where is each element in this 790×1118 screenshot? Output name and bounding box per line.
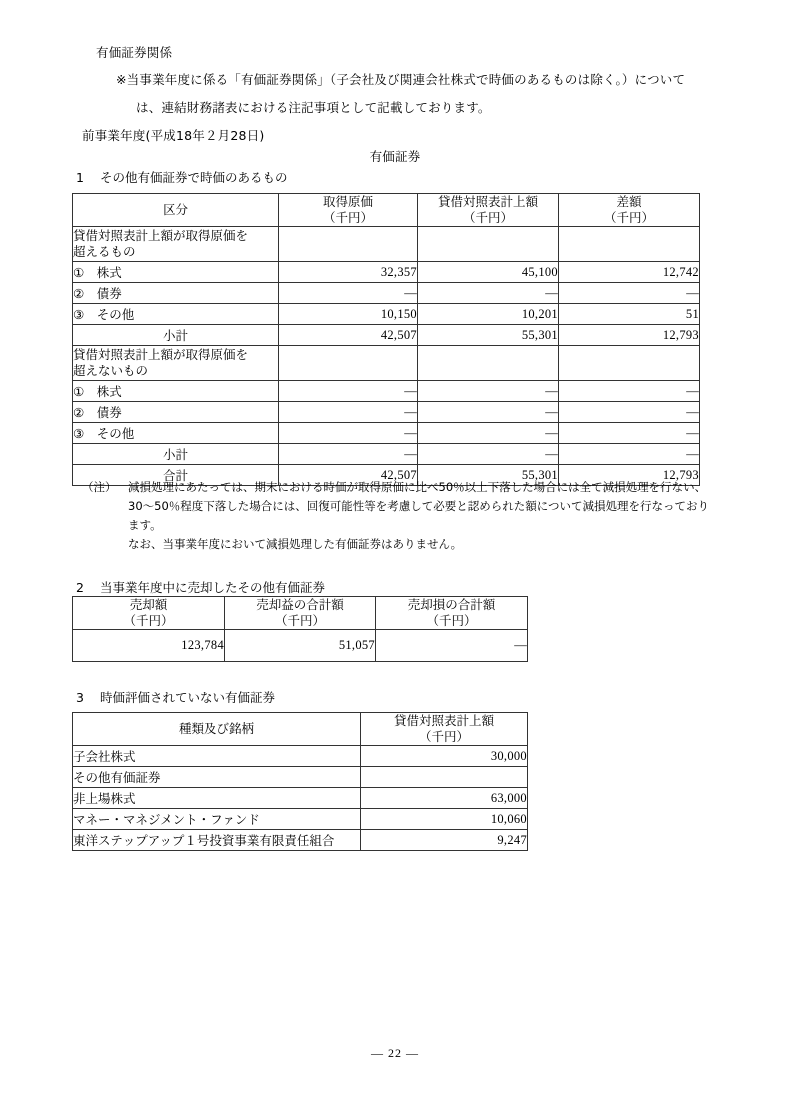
page-number: — 22 — <box>371 1046 419 1060</box>
column-header-category: 区分 <box>73 194 279 227</box>
subtotal-balance: 55,301 <box>418 325 559 346</box>
table-header-row <box>73 597 528 630</box>
table-row <box>73 346 700 381</box>
subtotal-cost: — <box>279 444 418 465</box>
intro-note-line-2: は、連結財務諸表における注記事項として記載しております。 <box>136 100 491 115</box>
section-3-title: 時価評価されていない有価証券 <box>100 690 276 705</box>
subtotal-cost: 42,507 <box>279 325 418 346</box>
table-row <box>73 227 700 262</box>
footnote-text: 減損処理にあたっては、期末における時価が取得原価に比べ50％以上下落した場合には全て減損処理を行ない、 <box>128 480 707 494</box>
cell-balance: 10,060 <box>361 809 528 830</box>
footnote-text: ます。 <box>128 518 162 532</box>
sold-securities-table <box>72 596 528 662</box>
section-1-number: 1 <box>76 170 84 185</box>
table-row <box>73 283 700 304</box>
cell-balance: 45,100 <box>418 262 559 283</box>
row-label: 非上場株式 <box>73 788 361 809</box>
footnote-line <box>82 497 722 516</box>
row-label: ② 債券 <box>73 283 279 304</box>
subtotal-row <box>73 444 700 465</box>
table-row <box>73 788 528 809</box>
subtotal-row <box>73 325 700 346</box>
cell-cost: 32,357 <box>279 262 418 283</box>
cell-difference: 12,742 <box>559 262 700 283</box>
cell-cost: — <box>279 402 418 423</box>
table-row <box>73 402 700 423</box>
intro-note-line-1: ※当事業年度に係る「有価証券関係」（子会社及び関連会社株式で時価のあるものは除く。）について <box>116 72 686 87</box>
subtotal-difference: — <box>559 444 700 465</box>
subtotal-label: 小計 <box>73 325 279 346</box>
cell-difference: — <box>559 381 700 402</box>
cell-difference: — <box>559 402 700 423</box>
group-1-label: 貸借対照表計上額が取得原価を 超えるもの <box>73 227 279 262</box>
cell-balance <box>361 767 528 788</box>
total-balance: 55,301 <box>418 465 559 486</box>
column-header-type-and-name: 種類及び銘柄 <box>73 713 361 746</box>
securities-title: 有価証券 <box>369 149 421 164</box>
row-label: ③ その他 <box>73 423 279 444</box>
cell-empty <box>279 346 418 381</box>
total-difference: 12,793 <box>559 465 700 486</box>
section-1-title: その他有価証券で時価のあるもの <box>100 170 288 185</box>
cell-cost: 10,150 <box>279 304 418 325</box>
cell-balance: — <box>418 423 559 444</box>
securities-table <box>72 193 700 486</box>
impairment-footnote <box>82 478 722 554</box>
cell-cost: — <box>279 283 418 304</box>
footnote-text: 30〜50％程度下落した場合には、回復可能性等を考慮して必要と認められた額について減損処理を行なっており <box>128 499 710 513</box>
column-header-difference: 差額 （千円） <box>559 194 700 227</box>
cell-balance: — <box>418 381 559 402</box>
table-header-row <box>73 194 700 227</box>
cell-difference: — <box>559 283 700 304</box>
row-label: ③ その他 <box>73 304 279 325</box>
table-row <box>73 304 700 325</box>
cell-empty <box>279 227 418 262</box>
cell-total-gain: 51,057 <box>225 630 376 662</box>
row-label: 東洋ステップアップ１号投資事業有限責任組合 <box>73 830 361 851</box>
fiscal-year-label: 前事業年度(平成18年２月28日) <box>82 128 265 143</box>
footnote-line <box>82 516 722 535</box>
column-header-total-loss: 売却損の合計額 （千円） <box>376 597 528 630</box>
cell-balance: 9,247 <box>361 830 528 851</box>
page-title: 有価証券関係 <box>96 45 173 60</box>
cell-cost: — <box>279 423 418 444</box>
table-row <box>73 423 700 444</box>
table-row <box>73 262 700 283</box>
table-header-row <box>73 713 528 746</box>
section-2-title: 当事業年度中に売却したその他有価証券 <box>100 580 326 595</box>
column-header-cost: 取得原価 （千円） <box>279 194 418 227</box>
total-cost: 42,507 <box>279 465 418 486</box>
footnote-line <box>82 478 722 497</box>
footnote-line <box>82 535 722 554</box>
cell-total-loss: — <box>376 630 528 662</box>
subtotal-label: 小計 <box>73 444 279 465</box>
no-market-value-table <box>72 712 528 851</box>
table-row <box>73 767 528 788</box>
cell-empty <box>559 346 700 381</box>
cell-balance: 63,000 <box>361 788 528 809</box>
cell-empty <box>418 346 559 381</box>
row-label: ① 株式 <box>73 262 279 283</box>
cell-empty <box>559 227 700 262</box>
section-3-number: 3 <box>76 690 84 705</box>
cell-balance: 10,201 <box>418 304 559 325</box>
subtotal-difference: 12,793 <box>559 325 700 346</box>
footnote-text: なお、当事業年度において減損処理した有価証券はありません。 <box>128 537 463 551</box>
section-2-number: 2 <box>76 580 84 595</box>
total-label: 合計 <box>73 465 279 486</box>
subtotal-balance: — <box>418 444 559 465</box>
table-row <box>73 630 528 662</box>
row-label: その他有価証券 <box>73 767 361 788</box>
row-label: 子会社株式 <box>73 746 361 767</box>
footnote-tag: （注） <box>82 480 117 494</box>
cell-balance: — <box>418 402 559 423</box>
table-row <box>73 381 700 402</box>
column-header-balance: 貸借対照表計上額 （千円） <box>361 713 528 746</box>
cell-sale-amount: 123,784 <box>73 630 225 662</box>
table-row <box>73 809 528 830</box>
cell-balance: — <box>418 283 559 304</box>
cell-cost: — <box>279 381 418 402</box>
group-2-label: 貸借対照表計上額が取得原価を 超えないもの <box>73 346 279 381</box>
column-header-sale-amount: 売却額 （千円） <box>73 597 225 630</box>
cell-difference: 51 <box>559 304 700 325</box>
row-label: ① 株式 <box>73 381 279 402</box>
column-header-total-gain: 売却益の合計額 （千円） <box>225 597 376 630</box>
cell-difference: — <box>559 423 700 444</box>
section-1-heading <box>76 168 288 188</box>
column-header-balance: 貸借対照表計上額 （千円） <box>418 194 559 227</box>
section-2-heading <box>76 578 325 598</box>
table-row <box>73 830 528 851</box>
section-3-heading <box>76 688 275 708</box>
row-label: ② 債券 <box>73 402 279 423</box>
cell-empty <box>418 227 559 262</box>
table-row <box>73 746 528 767</box>
row-label: マネー・マネジメント・ファンド <box>73 809 361 830</box>
cell-balance: 30,000 <box>361 746 528 767</box>
